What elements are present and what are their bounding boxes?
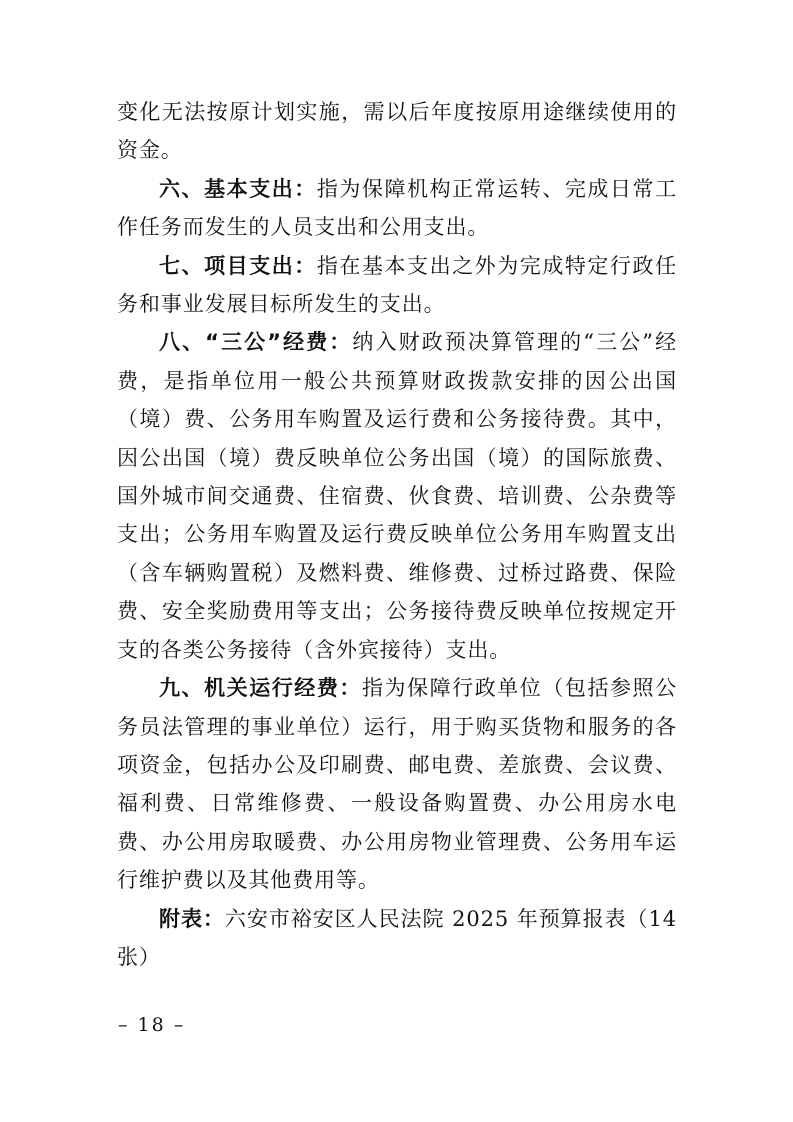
page-number: – 18 – — [118, 1014, 186, 1036]
paragraph-text: 变化无法按原计划实施，需以后年度按原用途继续使用的资金。 — [117, 100, 677, 163]
document-body — [117, 93, 677, 976]
paragraph-text: 指在基本支出之外为完成特定行政任务和事业发展目标所发生的支出。 — [117, 253, 677, 317]
term-operating-expenses: 九、机关运行经费： — [159, 676, 362, 701]
paragraph-text: 指为保障机构正常运转、完成日常工作任务而发生的人员支出和公用支出。 — [117, 176, 677, 240]
term-three-public-expenses: 八、“三公”经费： — [159, 330, 353, 355]
paragraph-attachment — [117, 900, 677, 977]
paragraph-basic-expenditure — [117, 170, 677, 247]
paragraph-text: 纳入财政预决算管理的“三公”经费，是指单位用一般公共预算财政拨款安排的因公出国（境）费、公务用车购置及运行费和公务接待费。其中，因公出国（境）费反映单位公务出国（境）的国际旅费、国外城市间交通费、住宿费、伙食费、培训费、公杂费等支出；公务用车购置及运行费反映单位公务用车购置支出（含车辆购置税）及燃料费、维修费、过桥过路费、保险费、安全奖励费用等支出；公务接待费反映单位按规定开支的各类公务接待（含外宾接待）支出。 — [117, 330, 677, 662]
paragraph-operating-expenses — [117, 669, 677, 899]
paragraph-carryover — [117, 93, 677, 170]
term-attachment: 附表： — [159, 906, 225, 931]
paragraph-text: 六安市裕安区人民法院 2025 年预算报表（14 张） — [117, 906, 677, 969]
paragraph-text: 指为保障行政单位（包括参照公务员法管理的事业单位）运行，用于购买货物和服务的各项资金，包括办公及印刷费、邮电费、差旅费、会议费、福利费、日常维修费、一般设备购置费、办公用房水电费、办公用房取暖费、办公用房物业管理费、公务用车运行维护费以及其他费用等。 — [117, 676, 677, 893]
paragraph-project-expenditure — [117, 247, 677, 324]
paragraph-three-public-expenses — [117, 323, 677, 669]
term-basic-expenditure: 六、基本支出： — [159, 176, 317, 201]
term-project-expenditure: 七、项目支出： — [159, 253, 317, 278]
